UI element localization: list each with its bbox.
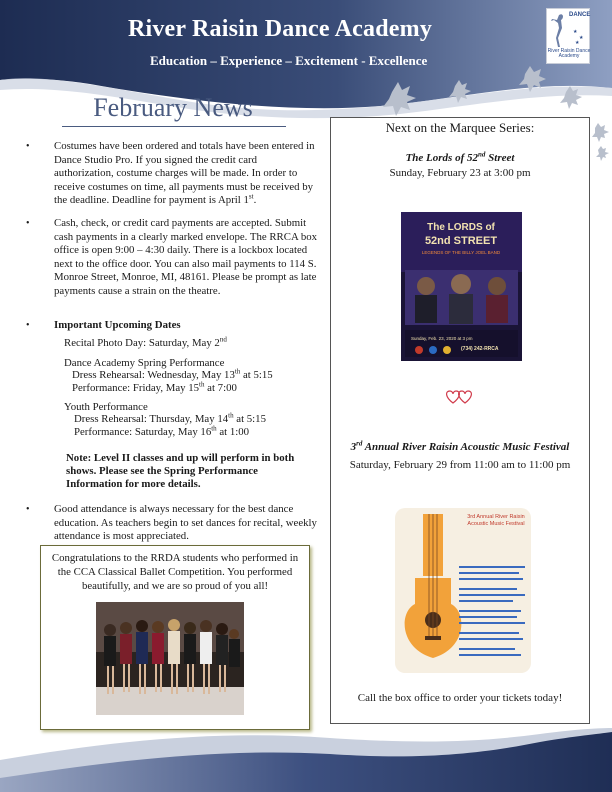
poster1-footer: Sunday, Feb. 23, 2020 at 3 pm [411, 336, 473, 341]
youth-rehearsal: Dress Rehearsal: Thursday, May 14th at 5:15 [74, 411, 266, 426]
spring-performance [64, 357, 273, 394]
marquee-box [330, 117, 590, 724]
academy-tagline: Education – Experience – Excitement - Excellence [150, 53, 428, 68]
news-bullet-costumes: • Costumes have been ordered and totals have been entered in Dance Studio Pro. If you signed the credit card authorization, costume charges will be made. In order to receive costumes on time, all payments must be received by the deadline. Deadline for payment is April 1st. [26, 140, 315, 207]
poster1-sub: LEGENDS OF THE BILLY JOEL BAND [421, 250, 501, 255]
acoustic-festival-poster[interactable] [395, 508, 531, 673]
congrats-text: Congratulations to the RRDA students who performed in the CCA Classical Ballet Competition. You performed beautifully, and we are so proud of you all! [51, 552, 299, 592]
news-heading-rule [62, 126, 286, 127]
level-note: Note: Level II classes and up will perform in both shows. Please see the Spring Performance Information for more details. [66, 452, 295, 490]
academy-title: River Raisin Dance Academy [127, 16, 433, 42]
show1-date: Sunday, February 23 at 3:00 pm [389, 167, 531, 179]
news-bullet-dates [26, 319, 318, 333]
spring-heading: Dance Academy Spring Performance [64, 357, 225, 369]
spring-performance-date: Performance: Friday, May 15th at 7:00 [72, 380, 237, 394]
show2-date: Saturday, February 29 from 11:00 am to 11:00 pm [349, 459, 571, 471]
poster1-phone: (734) 242-RRCA [461, 346, 499, 352]
svg-text:★: ★ [573, 30, 578, 35]
spring-rehearsal: Dress Rehearsal: Wednesday, May 13th at 5:15 [72, 367, 273, 382]
costumes-text-sup: st [248, 192, 254, 201]
logo-subtitle: River Raisin Dance Academy [547, 48, 591, 59]
news-bullet-attendance [26, 503, 318, 544]
payments-text: Cash, check, or credit card payments are accepted. Submit cash payments in a clearly marked envelope. The RRCA box office is open 9:00 – 4:30 daily. There is a lockbox located next to the office door. You can also mail payments to 114 S. Monroe Street, Monroe, MI, 48161. Please be prompt as late payments cause a strain on the theatre. [54, 217, 318, 297]
bullet-icon: • [26, 504, 30, 515]
students-group-photo [96, 602, 244, 715]
dates-heading: Important Upcoming Dates [54, 319, 181, 331]
show2-title: 3rd Annual River Raisin Acoustic Music Festival [350, 439, 570, 453]
hearts-icon [443, 388, 479, 406]
svg-text:★: ★ [579, 36, 584, 41]
box-office-callout: Call the box office to order your tickets today! [357, 692, 563, 704]
news-heading: February News [93, 93, 253, 122]
footer-wave-background [0, 720, 612, 792]
bullet-icon: • [26, 141, 30, 152]
logo-label: DANCE [569, 12, 591, 18]
congrats-box [40, 545, 310, 730]
youth-heading: Youth Performance [64, 401, 148, 413]
youth-performance-date: Performance: Saturday, May 16th at 1:00 [74, 424, 250, 438]
bullet-icon: • [26, 320, 30, 331]
academy-logo [546, 8, 590, 64]
svg-text:★: ★ [575, 41, 580, 46]
costumes-text: Costumes have been ordered and totals have been entered in Dance Studio Pro. If you signed the credit card authorization, costume charges will be made. In order to receive costumes on time, all payments must be received by the deadline. Deadline for payment is April 1 [54, 140, 315, 207]
attendance-text: Good attendance is always necessary for the best dance education. As teachers begin to set dances for recital, weekly attendance is most appreciated. [54, 503, 317, 543]
bullet-icon: • [26, 218, 30, 229]
marquee-heading: Next on the Marquee Series: [385, 120, 535, 135]
show1-title: The Lords of 52nd Street [405, 150, 515, 164]
poster1-line2: 52nd STREET [424, 235, 498, 247]
recital-photo-day: Recital Photo Day: Saturday, May 2nd [64, 335, 227, 349]
news-bullet-payments [26, 217, 318, 299]
poster1-line1: The LORDS of [427, 222, 495, 233]
lords-of-52nd-street-poster[interactable] [401, 212, 522, 361]
poster2-title: 3rd Annual River Raisin Acoustic Music Festival [467, 514, 525, 527]
youth-performance [64, 401, 266, 438]
